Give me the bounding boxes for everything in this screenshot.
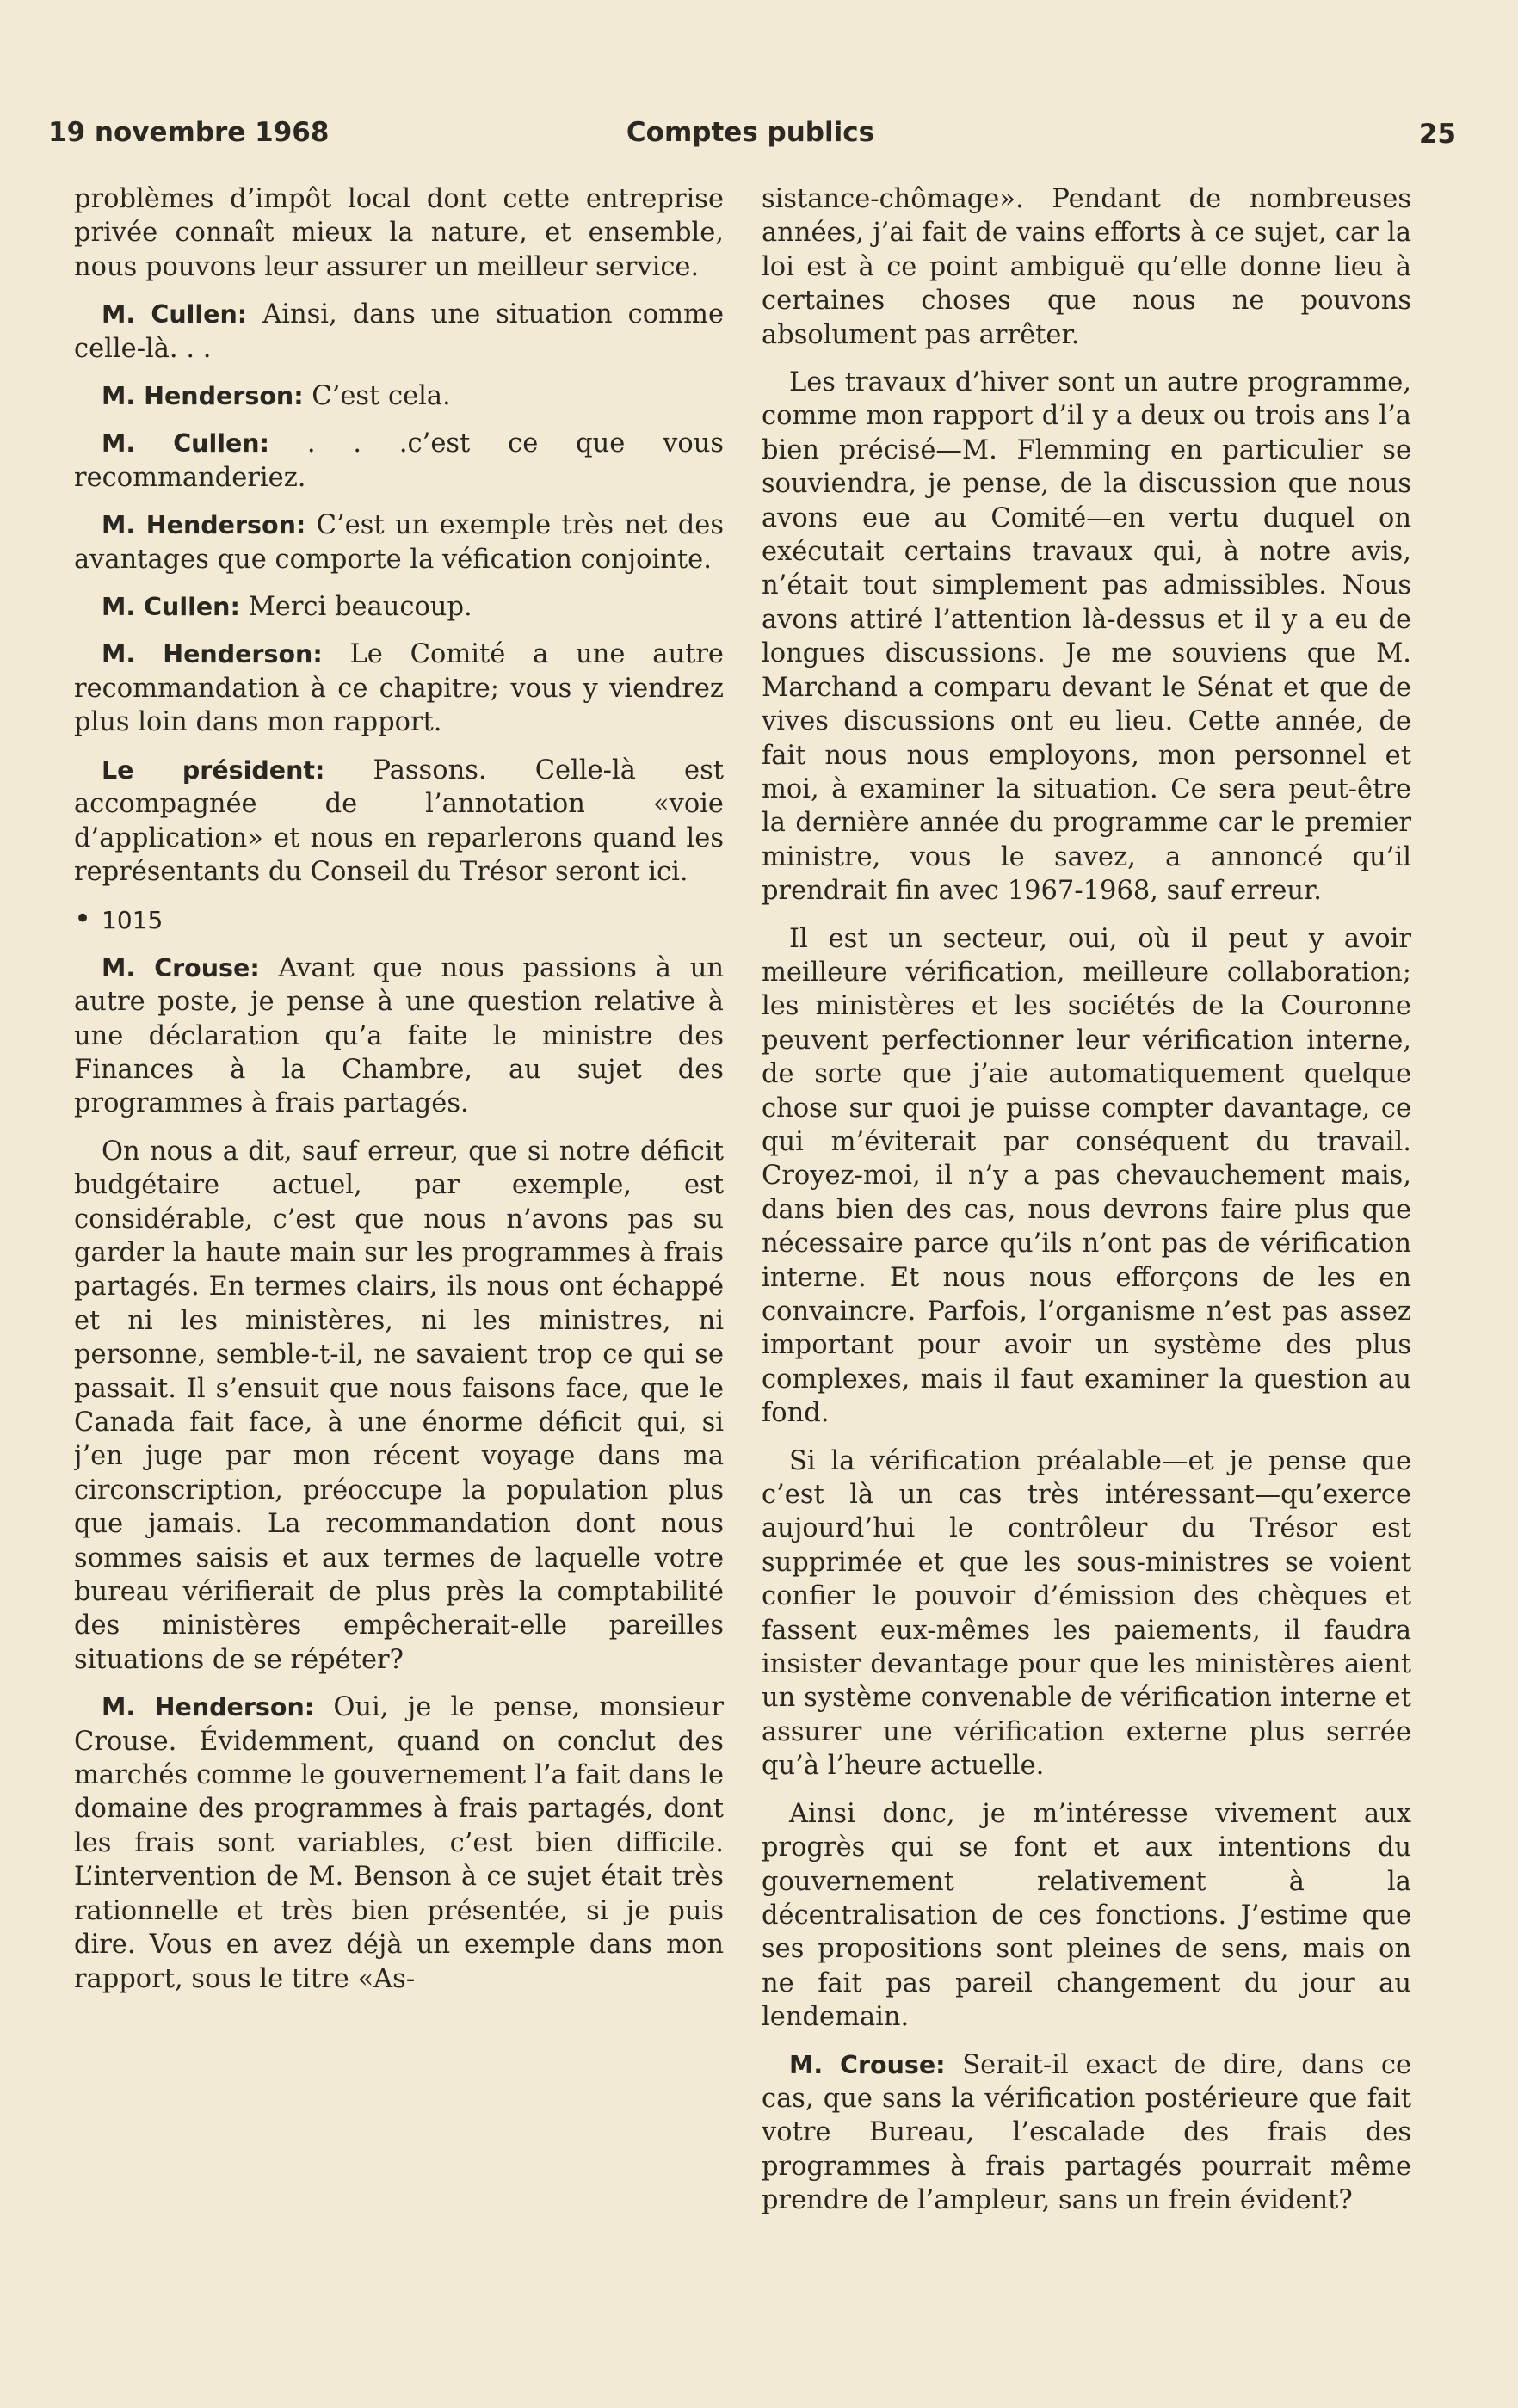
paragraph: Ainsi donc, je m’intéresse vivement aux progrès qui se font et aux intentions du gouvernement relativement à la décentralisation de ces fonctions. J’estime que ses propositions sont pleines de sens, mais on ne fait pas pareil changement du jour au lendemain.: [762, 1798, 1411, 2033]
speech-text: . . .c’est ce que vous recommanderiez.: [74, 428, 724, 493]
speech-paragraph: [74, 1691, 724, 1996]
page-header: [45, 105, 1456, 157]
speaker-name: M. Henderson:: [102, 1693, 315, 1722]
paragraph: Si la vérification préalable—et je pense que c’est là un cas très intéressant—qu’exerce aujourd’hui le contrôleur du Trésor est supprimée et que les sous-ministres se voient confier le pouvoir d’émission des chèques et fassent eux-mêmes les paiements, il faudra insister devantage pour que les ministères aient un système convenable de vérification interne et assurer une vérification externe plus serrée qu’à l’heure actuelle.: [762, 1445, 1411, 1782]
paragraph: Il est un secteur, oui, où il peut y avoir meilleure vérification, meilleure collaboration; les ministères et les sociétés de la Couronne peuvent perfectionner leur vérification interne, de sorte que j’aie automatiquement quelque chose sur quoi je puisse compter davantage, ce qui m’éviterait par conséquent du travail. Croyez-moi, il n’y a pas chevauchement mais, dans bien des cas, nous devrons faire plus que nécessaire parce qu’ils n’ont pas de vérification interne. Et nous nous efforçons de les en convaincre. Parfois, l’organisme n’est pas assez important pour avoir un système des plus complexes, mais il faut examiner la question au fond.: [762, 923, 1411, 1429]
right-column: [762, 182, 1411, 2385]
speech-text: Merci beaucoup.: [239, 592, 472, 623]
speech-paragraph: [762, 2048, 1411, 2218]
speech-paragraph: [74, 754, 724, 890]
speech-text: Serait-il exact de dire, dans ce cas, que sans la vérification postérieure que fait votre Bureau, l’escalade des frais des programmes à frais partagés pourrait même prendre de l’ampleur, sans un frein évident?: [762, 2049, 1411, 2216]
speaker-name: M. Henderson:: [102, 640, 323, 669]
left-column: [74, 182, 724, 2385]
speech-text: Passons. Celle-là est accompagnée de l’annotation «voie d’application» et nous en reparlerons quand les représentants du Conseil du Trésor seront ici.: [74, 754, 724, 887]
speech-paragraph: [74, 637, 724, 739]
speech-paragraph: [74, 951, 724, 1121]
speech-text: Avant que nous passions à un autre poste, je pense à une question relative à une déclaration qu’a faite le ministre des Finances à la Chambre, au sujet des programmes à frais partagés.: [74, 952, 724, 1119]
speech-text: Ainsi, dans une situation comme celle-là. . .: [74, 299, 724, 364]
speech-paragraph: [74, 508, 724, 576]
speech-paragraph: [74, 379, 724, 413]
bullet-icon: •: [74, 902, 92, 937]
speech-text: C’est cela.: [303, 381, 451, 412]
header-title: Comptes publics: [626, 117, 875, 148]
speech-paragraph: [74, 590, 724, 624]
speaker-name: M. Crouse:: [102, 953, 260, 982]
speech-text: C’est un exemple très net des avantages que comporte la véfication conjointe.: [74, 510, 724, 575]
speech-text: Le Comité a une autre recommandation à ce chapitre; vous y viendrez plus loin dans mon rapport.: [74, 639, 724, 738]
time-marker: [74, 902, 724, 937]
speaker-name: M. Crouse:: [789, 2050, 946, 2079]
paragraph: sistance-chômage». Pendant de nombreuses années, j’ai fait de vains efforts à ce sujet, car la loi est à ce point ambiguë qu’elle donne lieu à certaines choses que nous ne pouvons absolument pas arrêter.: [762, 184, 1411, 350]
paragraph: Les travaux d’hiver sont un autre programme, comme mon rapport d’il y a deux ou trois ans l’a bien précisé—M. Flemming en particulier se souviendra, je pense, de la discussion que nous avons eue au Comité—en vertu duquel on exécutait certains travaux qui, à notre avis, n’était tout simplement pas admissibles. Nous avons attiré l’attention là-dessus et il y a eu de longues discussions. Je me souviens que M. Marchand a comparu devant le Sénat et que de vives discussions ont eu lieu. Cette année, de fait nous nous employons, mon personnel et moi, à examiner la situation. Ce sera peut-être la dernière année du programme car le premier ministre, vous le savez, a annoncé qu’il prendrait fin avec 1967-1968, sauf erreur.: [762, 367, 1411, 907]
time-marker-text: 1015: [102, 906, 164, 935]
page-number: 25: [1418, 119, 1456, 150]
speaker-name: M. Henderson:: [102, 511, 306, 540]
paragraph: problèmes d’impôt local dont cette entreprise privée connaît mieux la nature, et ensemble, nous pouvons leur assurer un meilleur service.: [74, 184, 724, 282]
paragraph: On nous a dit, sauf erreur, que si notre déficit budgétaire actuel, par exemple, est considérable, c’est que nous n’avons pas su garder la haute main sur les programmes à frais partagés. En termes clairs, ils nous ont échappé et ni les ministères, ni les ministres, ni personne, semble-t-il, ne savaient trop ce qui se passait. Il s’ensuit que nous faisons face, que le Canada fait face, à une énorme déficit qui, si j’en juge par mon récent voyage dans ma circonscription, préoccupe la population plus que jamais. La recommandation dont nous sommes saisis et aux termes de laquelle votre bureau vérifierait de plus près la comptabilité des ministères empêcherait-elle pareilles situations de se répéter?: [74, 1136, 724, 1675]
header-date: 19 novembre 1968: [48, 117, 330, 148]
speech-text: Oui, je le pense, monsieur Crouse. Évidemment, quand on conclut des marchés comme le gouvernement l’a fait dans le domaine des programmes à frais partagés, dont les frais sont variables, c’est bien difficile. L’intervention de M. Benson à ce sujet était très rationnelle et très bien présentée, si je puis dire. Vous en avez déjà un exemple dans mon rapport, sous le titre «As-: [74, 1692, 724, 1994]
speaker-name: M. Henderson:: [102, 382, 304, 411]
speaker-name: M. Cullen:: [102, 429, 269, 459]
speaker-name: Le président:: [102, 755, 325, 785]
speaker-name: M. Cullen:: [102, 300, 248, 329]
speech-paragraph: [74, 298, 724, 366]
speaker-name: M. Cullen:: [102, 593, 240, 622]
speech-paragraph: [74, 427, 724, 495]
